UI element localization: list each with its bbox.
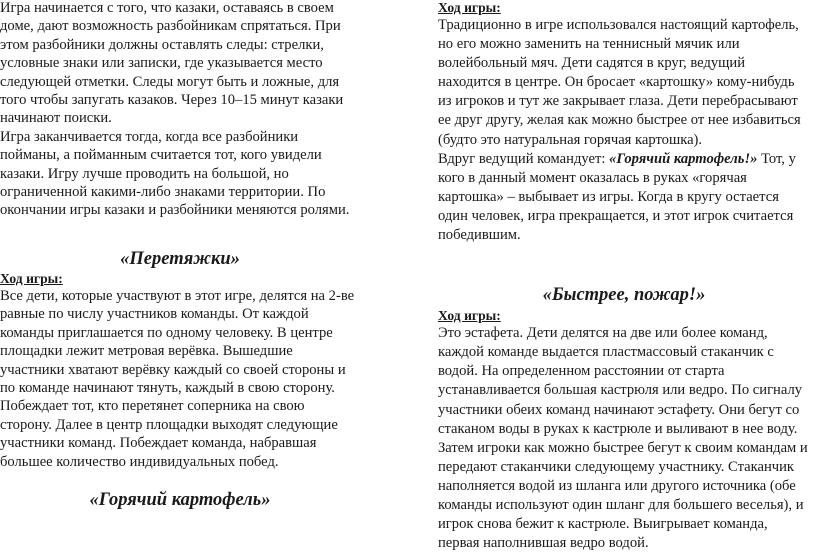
left-column	[0, 0, 360, 511]
command-phrase: «Горячий картофель!»	[609, 150, 758, 167]
game-rules-text: Все дети, которые участвуют в этот игре, делятся на 2-ве равные по числу участников команды. От каждой команды приглашается по одному человеку. В центре площадки лежит метровая верёвка. Вышедшие участники хватают верёвку каждый со своей стороны и по команде начинают тянуть, каждый в свою сторону. Побеждает тот, кто перетянет соперника на свою сторону. Далее в центр площадки выходят следующие участники команд. Побеждает команда, набравшая большее количество индивидуальных побед.	[0, 287, 355, 470]
game-title-peretyazhki: «Перетяжки»	[120, 248, 240, 269]
intro-paragraph-1: Игра начинается с того, что казаки, оставаясь в своем доме, дают возможность разбойникам спрятаться. При этом разбойники должны оставлять следы: стрелки, условные знаки или записки, где указывается место следующей отметки. Следы могут быть и ложные, для того чтобы запугать казаков. Через 10–15 минут казаки начинают поиски.	[0, 0, 344, 127]
game-title-bystree-pozhar: «Быстрее, пожар!»	[542, 285, 706, 306]
command-prefix: Вдруг ведущий командует:	[438, 150, 610, 167]
game-command-paragraph	[438, 150, 810, 245]
game-rules-text: Это эстафета. Дети делятся на две или более команд, каждой команде выдается пластмассовый стаканчик с водой. На определенном расстоянии от старта устанавливается большая кастрюля или ведро. По сигналу участники обеих команд начинают эстафету. Они бегут со стаканом воды в руках к кастрюле и выливают в нее воду. Затем игроки как можно быстрее бегут к своим командам и передают стаканчики следующему участнику. Стаканчик наполняется водой из шланга или другого источника (обе команды используют один шланг для большего веселья), и игрок снова бежит к кастрюле. Выигрывает команда, первая наполнившая ведро водой.	[438, 325, 808, 552]
right-column	[438, 0, 810, 553]
intro-paragraph-2: Игра заканчивается тогда, когда все разбойники пойманы, а пойманным считается тот, кого увидели казаки. Игру лучше проводить на большой, но ограниченной какими-либо знаками территории. По окончании игры казаки и разбойники меняются ролями.	[0, 128, 350, 219]
game-rules-label: Ход игры:	[0, 270, 63, 286]
command-suffix: Тот, у кого в данный момент оказалась в руках «горячая картошка» – выбывает из игры. Когда в кругу остается один человек, игра прекращается, и этот игрок считается победившим.	[438, 150, 796, 244]
game-rules-label: Ход игры:	[438, 308, 501, 324]
game-title-goryachiy-kartofel: «Горячий картофель»	[89, 489, 271, 510]
game-rules-label: Ход игры:	[438, 0, 501, 15]
game-rules-text: Традиционно в игре использовался настоящий картофель, но его можно заменить на теннисный мячик или волейбольный мяч. Дети садятся в круг, ведущий находится в центре. Он бросает «картошку» кому-нибудь из игроков и тут же закрывает глаза. Дети перебрасывают ее друг другу, желая как можно быстрее от нее избавиться (будто это натуральная горячая картошка).	[438, 17, 801, 148]
